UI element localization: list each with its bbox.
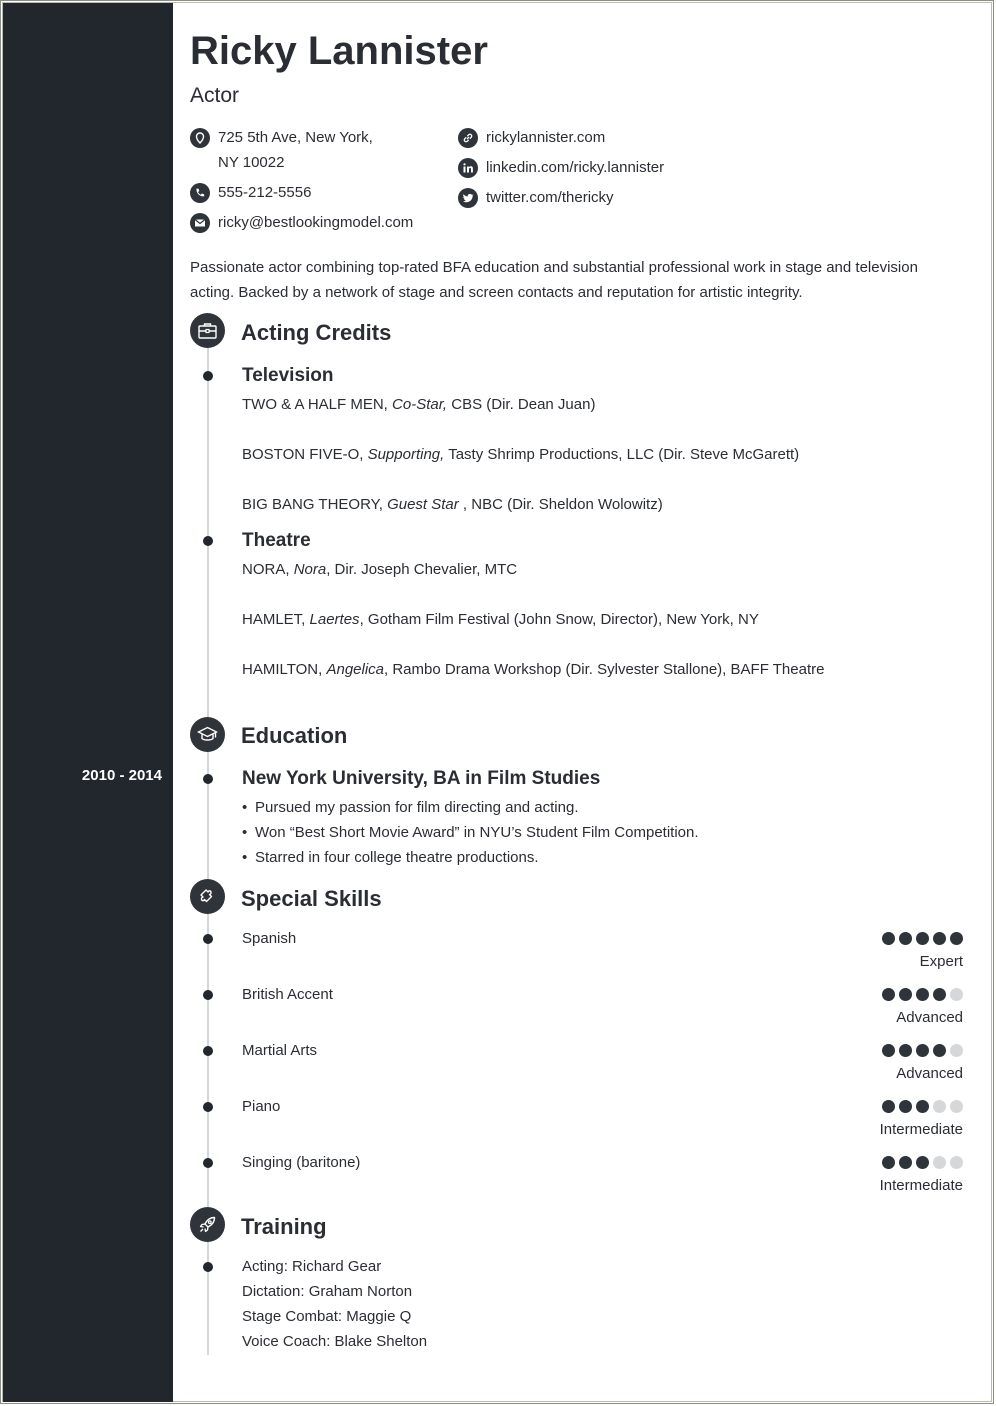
skill-rating [878, 1044, 963, 1058]
tv-credit-2: BOSTON FIVE-O, Supporting, Tasty Shrimp Productions, LLC (Dir. Steve McGarett) [242, 446, 800, 463]
training-item: Voice Coach: Blake Shelton [242, 1333, 428, 1350]
education-bullet: • Won “Best Short Movie Award” in NYU’s Student Film Competition. [242, 824, 699, 841]
skill-name: Spanish [242, 930, 297, 947]
training-item: Dictation: Graham Norton [242, 1283, 413, 1300]
rating-dot-filled [933, 1044, 946, 1057]
rating-dot-filled [899, 1156, 912, 1169]
rating-dot-filled [916, 932, 929, 945]
website-link[interactable]: rickylannister.com [486, 129, 606, 146]
rating-dot-filled [899, 1044, 912, 1057]
address-line-1: 725 5th Ave, New York, [218, 129, 373, 146]
section-title-education: Education [241, 723, 348, 748]
education-bullet: • Pursued my passion for film directing and acting. [242, 799, 579, 816]
summary-line-2: acting. Backed by a network of stage and screen contacts and reputation for artistic integrity. [190, 284, 803, 301]
rating-dot-filled [916, 1156, 929, 1169]
skill-level: Advanced [896, 1009, 963, 1026]
rocket-icon [190, 1207, 225, 1242]
rating-dot-filled [882, 1044, 895, 1057]
section-title-acting: Acting Credits [241, 320, 392, 345]
theatre-credit-1: NORA, Nora, Dir. Joseph Chevalier, MTC [242, 561, 518, 578]
linkedin-link[interactable]: linkedin.com/ricky.lannister [486, 159, 665, 176]
subsection-title-television: Television [242, 365, 334, 386]
rating-dot-empty [950, 1044, 963, 1057]
link-icon [458, 128, 478, 148]
timeline-dot [203, 1102, 213, 1112]
skill-name: British Accent [242, 986, 333, 1003]
rating-dot-empty [950, 1100, 963, 1113]
skill-level: Intermediate [879, 1121, 963, 1138]
tv-credit-3: BIG BANG THEORY, Guest Star , NBC (Dir. Sheldon Wolowitz) [242, 496, 663, 513]
rating-dot-filled [882, 988, 895, 1001]
map-pin-icon [190, 128, 210, 148]
rating-dot-filled [882, 932, 895, 945]
twitter-link[interactable]: twitter.com/thericky [486, 189, 614, 206]
training-item: Stage Combat: Maggie Q [242, 1308, 412, 1325]
theatre-credit-3: HAMILTON, Angelica, Rambo Drama Workshop (Dir. Sylvester Stallone), BAFF Theatre [242, 661, 825, 678]
timeline-dot [203, 1046, 213, 1056]
timeline-dot [203, 934, 213, 944]
timeline-dot [203, 1158, 213, 1168]
training-item: Acting: Richard Gear [242, 1258, 382, 1275]
profile-summary [190, 255, 950, 305]
timeline-dot [203, 1262, 213, 1272]
rating-dot-filled [916, 988, 929, 1001]
timeline-line-training [207, 1225, 209, 1355]
skill-name: Singing (baritone) [242, 1154, 361, 1171]
graduation-cap-icon [190, 717, 225, 752]
subsection-title-theatre: Theatre [242, 530, 311, 551]
rating-dot-empty [933, 1156, 946, 1169]
skill-rating [878, 1100, 963, 1114]
rating-dot-filled [899, 932, 912, 945]
email-link[interactable]: ricky@bestlookingmodel.com [218, 214, 414, 231]
rating-dot-filled [916, 1100, 929, 1113]
rating-dot-empty [950, 1156, 963, 1169]
timeline-line-acting [207, 330, 209, 720]
rating-dot-filled [882, 1156, 895, 1169]
rating-dot-filled [933, 988, 946, 1001]
rating-dot-empty [950, 988, 963, 1001]
skill-rating [878, 932, 963, 946]
address-line-2: NY 10022 [218, 154, 285, 171]
skill-level: Advanced [896, 1065, 963, 1082]
candidate-name: Ricky Lannister [190, 29, 488, 73]
education-degree: New York University, BA in Film Studies [242, 768, 601, 789]
briefcase-icon [190, 313, 225, 348]
section-title-training: Training [241, 1214, 327, 1239]
timeline-dot [203, 536, 213, 546]
education-dates: 2010 - 2014 [81, 767, 162, 784]
theatre-credit-2: HAMLET, Laertes, Gotham Film Festival (John Snow, Director), New York, NY [242, 611, 759, 628]
timeline-line-skills [207, 897, 209, 1217]
rating-dot-empty [933, 1100, 946, 1113]
timeline-dot [203, 371, 213, 381]
timeline-line-education [207, 734, 209, 884]
sidebar [3, 3, 173, 1402]
candidate-role: Actor [190, 84, 240, 107]
timeline-dot [203, 990, 213, 1000]
rating-dot-filled [950, 932, 963, 945]
skill-rating [878, 1156, 963, 1170]
linkedin-icon [458, 158, 478, 178]
rating-dot-filled [899, 1100, 912, 1113]
rating-dot-filled [916, 1044, 929, 1057]
skill-level: Intermediate [879, 1177, 963, 1194]
education-bullet: • Starred in four college theatre productions. [242, 849, 539, 866]
rating-dot-filled [882, 1100, 895, 1113]
rating-dot-filled [933, 932, 946, 945]
section-title-skills: Special Skills [241, 886, 382, 911]
puzzle-piece-icon [190, 879, 225, 914]
tv-credit-1: TWO & A HALF MEN, Co-Star, CBS (Dir. Dean Juan) [242, 396, 596, 413]
phone-text[interactable]: 555-212-5556 [218, 184, 312, 201]
skill-rating [878, 988, 963, 1002]
twitter-icon [458, 188, 478, 208]
skill-name: Piano [242, 1098, 281, 1115]
skill-name: Martial Arts [242, 1042, 318, 1059]
phone-icon [190, 183, 210, 203]
skill-level: Expert [919, 953, 963, 970]
summary-line-1: Passionate actor combining top-rated BFA education and substantial professional work in stage and television [190, 259, 918, 276]
timeline-dot [203, 774, 213, 784]
envelope-icon [190, 213, 210, 233]
rating-dot-filled [899, 988, 912, 1001]
